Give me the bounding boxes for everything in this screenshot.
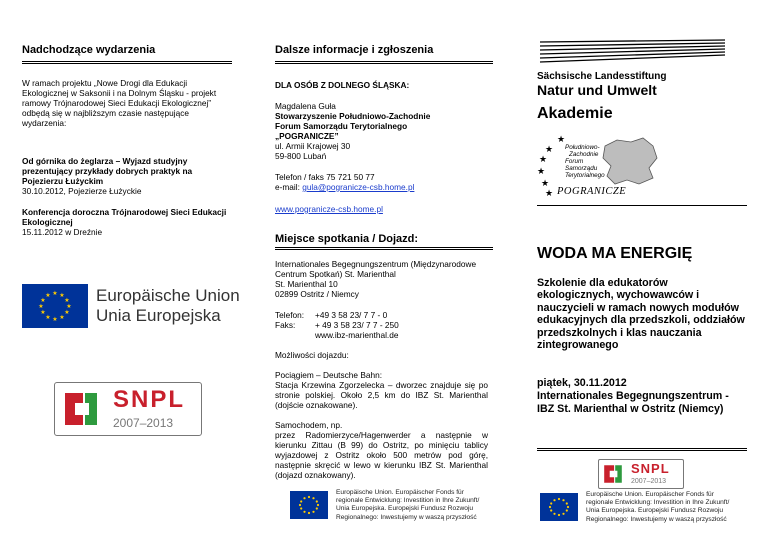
car-text: przez Radomierzyce/Hagenwerder a następnie w kierunku Zittau (B 99) do Ostritz, po minięciu tablicy wyjazdowej z Ostritz około 500 metrów pod górę, następnie skręcić w lewo w kierunku IBZ St. Marienthal (dojazd oznakowany). bbox=[275, 430, 488, 480]
pogranicze-lines bbox=[565, 144, 605, 179]
train-text: Stacja Krzewina Zgorzelecka – dworzec znajduje się po stronie polskiej. Około 2,5 km do IBZ St. Marienthal (dojście oznakowane). bbox=[275, 380, 488, 410]
pogranicze-line-1: Południowo- bbox=[565, 144, 600, 151]
akademie-label: Akademie bbox=[537, 105, 613, 122]
efrr-line-3: Unia Europejska. Europejski Fundusz Rozwoju bbox=[336, 505, 474, 513]
venue-line-2: Centrum Spotkań) St. Marienthal bbox=[275, 269, 396, 279]
pogranicze-logo bbox=[535, 132, 680, 202]
eu-flag-icon bbox=[22, 284, 88, 328]
svg-text:★: ★ bbox=[537, 167, 546, 177]
snpl-mark-icon bbox=[602, 463, 624, 485]
org-line-2: Forum Samorządu Terytorialnego bbox=[275, 121, 408, 131]
col2-header: Dalsze informacje i zgłoszenia bbox=[275, 44, 434, 56]
snpl-mark-icon bbox=[61, 389, 101, 429]
col1-header-rule bbox=[22, 61, 232, 64]
brochure-title: WODA MA ENERGIĘ bbox=[537, 245, 693, 262]
eu-flag-icon bbox=[540, 493, 578, 521]
svg-text:★: ★ bbox=[59, 292, 65, 299]
efrr-line-2: regionale Entwicklung: Investition in Ihre Zukunft/ bbox=[586, 499, 730, 507]
eu-logo-line1: Europäische Union bbox=[96, 286, 240, 305]
event-2-title: Konferencja doroczna Trójnarodowej Sieci Edukacji Ekologicznej bbox=[22, 207, 227, 227]
brochure-subtitle: Szkolenie dla edukatorów ekologicznych, wychowawców i nauczycieli w ramach nowych modułów edukacyjnych dla przedszkoli, oddziałów przedszkolnych i klas nauczania zintegrowanego bbox=[537, 277, 745, 352]
efrr-text-col3 bbox=[586, 491, 729, 524]
snpl-small-years: 2007–2013 bbox=[631, 478, 667, 485]
venue-www[interactable]: www.ibz-marienthal.de bbox=[315, 330, 399, 340]
col3-bottom-rule bbox=[537, 448, 747, 451]
eu-flag-icon bbox=[290, 491, 328, 519]
efrr-line-4: Regionalnego: Inwestujemy w waszą przyszłość bbox=[336, 513, 477, 521]
col1-intro: W ramach projektu „Nowe Drogi dla Edukacji Ekologicznej w Saksonii i na Dolnym Śląsku - projekt ramowy Trójnarodowej Sieci Edukacji Ekologicznej” odbędą się w najbliższym czasie następujące wydarzenia: bbox=[22, 78, 217, 128]
email-link[interactable]: gula@pogranicze-csb.home.pl bbox=[302, 182, 415, 192]
address-line-2: 59-800 Lubań bbox=[275, 151, 327, 161]
svg-text:★: ★ bbox=[59, 314, 65, 321]
efrr-line-4: Regionalnego: Inwestujemy w waszą przyszłość bbox=[586, 515, 727, 523]
pogranicze-line-4: Samorządu bbox=[565, 165, 598, 172]
efrr-line-2: regionale Entwicklung: Investition in Ihre Zukunft/ bbox=[336, 497, 480, 505]
svg-text:★: ★ bbox=[45, 292, 51, 299]
svg-text:★: ★ bbox=[541, 179, 550, 189]
snpl-years: 2007–2013 bbox=[113, 416, 174, 430]
www-row bbox=[275, 204, 383, 214]
eu-logo bbox=[22, 284, 242, 330]
access-label: Możliwości dojazdu: bbox=[275, 350, 349, 360]
svg-text:★: ★ bbox=[545, 145, 554, 155]
phone: Telefon / faks 75 721 50 77 bbox=[275, 172, 375, 182]
svg-text:★: ★ bbox=[545, 189, 554, 199]
brochure-date: piątek, 30.11.2012 bbox=[537, 377, 627, 389]
col3-top-rule bbox=[537, 205, 747, 206]
eu-logo-line2: Unia Europejska bbox=[96, 306, 221, 325]
email-row bbox=[275, 182, 414, 192]
svg-text:★: ★ bbox=[64, 297, 70, 304]
brochure-venue-1: Internationales Begegnungszentrum - bbox=[537, 390, 729, 402]
event-2-date: 15.11.2012 w Dreźnie bbox=[22, 227, 103, 237]
pogranicze-line-5: Terytorialnego bbox=[565, 172, 605, 179]
pogranicze-line-2: Zachodnie bbox=[569, 151, 599, 158]
svg-text:★: ★ bbox=[52, 316, 58, 323]
pogranicze-name: POGRANICZE bbox=[557, 186, 627, 197]
contact-name: Magdalena Guła bbox=[275, 101, 336, 111]
svg-text:★: ★ bbox=[52, 290, 58, 297]
dla-header: DLA OSÓB Z DOLNEGO ŚLĄSKA: bbox=[275, 80, 410, 90]
svg-text:★: ★ bbox=[40, 297, 46, 304]
event-1-title: Od górnika do żeglarza – Wyjazd studyjny prezentujący przykłady dobrych praktyk na Pojezierzu Łużyckim bbox=[22, 156, 193, 186]
org-line-1: Stowarzyszenie Południowo-Zachodnie bbox=[275, 111, 431, 121]
event-1-date: 30.10.2012, Pojezierze Łużyckie bbox=[22, 186, 142, 196]
efrr-text-col2 bbox=[336, 489, 479, 522]
email-label: e-mail: bbox=[275, 182, 303, 192]
foundation-line-2: Natur und Umwelt bbox=[537, 82, 657, 98]
org-line-3: „POGRANICZE” bbox=[275, 131, 339, 141]
train-title: Pociągiem – Deutsche Bahn: bbox=[275, 370, 383, 380]
venue-header: Miejsce spotkania / Dojazd: bbox=[275, 233, 419, 245]
svg-text:★: ★ bbox=[557, 135, 566, 145]
venue-line-1: Internationales Begegnungszentrum (Międzynarodowe bbox=[275, 259, 477, 269]
svg-text:★: ★ bbox=[40, 309, 46, 316]
pogranicze-line-3: Forum bbox=[565, 158, 584, 165]
www-link[interactable]: www.pogranicze-csb.home.pl bbox=[275, 204, 383, 214]
brochure-venue-2: IBZ St. Marienthal w Ostritz (Niemcy) bbox=[537, 403, 724, 415]
address-line-1: ul. Armii Krajowej 30 bbox=[275, 141, 351, 151]
tel-value: +49 3 58 23/ 7 7 - 0 bbox=[315, 310, 388, 320]
snpl-text: SNPL bbox=[113, 386, 186, 413]
efrr-line-3: Unia Europejska. Europejski Fundusz Rozwoju bbox=[586, 507, 724, 515]
efrr-line-1: Europäische Union. Europäischer Fonds für bbox=[336, 489, 464, 496]
venue-header-rule bbox=[275, 247, 493, 250]
snpl-small-text: SNPL bbox=[631, 461, 670, 476]
foundation-lines-icon bbox=[535, 36, 735, 66]
col1-header: Nadchodzące wydarzenia bbox=[22, 44, 156, 56]
svg-text:★: ★ bbox=[66, 303, 72, 310]
car-title: Samochodem, np. bbox=[275, 420, 343, 430]
snpl-logo-small bbox=[598, 459, 684, 489]
venue-line-4: 02899 Ostritz / Niemcy bbox=[275, 289, 359, 299]
venue-line-3: St. Marienthal 10 bbox=[275, 279, 338, 289]
tel-label: Telefon: bbox=[275, 310, 305, 320]
svg-text:★: ★ bbox=[38, 303, 44, 310]
svg-text:★: ★ bbox=[64, 309, 70, 316]
efrr-logo-col2 bbox=[290, 489, 510, 523]
foundation-logo bbox=[535, 36, 735, 126]
efrr-line-1: Europäische Union. Europäischer Fonds für bbox=[586, 491, 714, 498]
fax-label: Faks: bbox=[275, 320, 296, 330]
fax-value: + 49 3 58 23/ 7 7 - 250 bbox=[315, 320, 399, 330]
svg-text:★: ★ bbox=[45, 314, 51, 321]
foundation-line-1: Sächsische Landesstiftung bbox=[537, 71, 667, 82]
svg-text:★: ★ bbox=[539, 155, 548, 165]
snpl-logo-large bbox=[54, 382, 202, 436]
col2-header-rule bbox=[275, 61, 493, 64]
efrr-logo-col3 bbox=[540, 491, 760, 525]
